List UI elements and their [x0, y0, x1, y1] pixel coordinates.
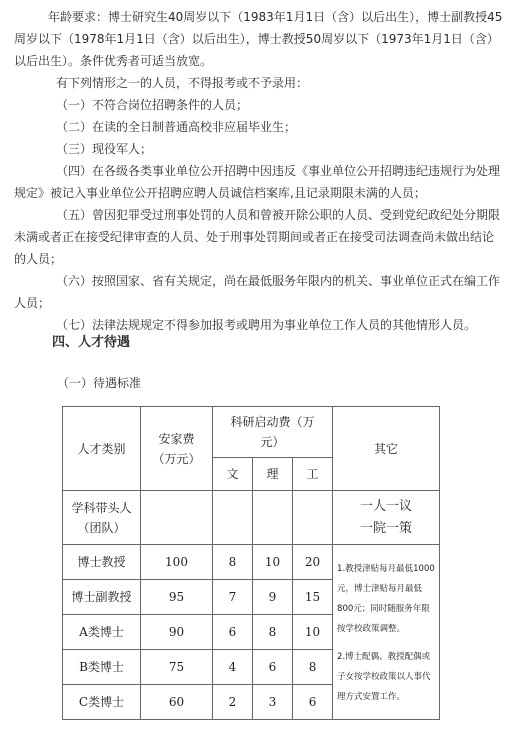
row-category: C类博士 — [63, 685, 141, 720]
row-gong: 15 — [293, 580, 333, 615]
row-category: 博士副教授 — [63, 580, 141, 615]
row-li: 9 — [253, 580, 293, 615]
exclusion-item: （四）在各级各类事业单位公开招聘中因违反《事业单位公开招聘违纪违规行为处理规定》被记入事业单位公开招聘应聘人员诚信档案库,且记录期限未满的人员； — [14, 164, 501, 200]
table-header-row — [63, 407, 440, 458]
header-settle-fee: 安家费 （万元） — [141, 407, 213, 491]
row-settle: 75 — [141, 650, 213, 685]
row-category: B类博士 — [63, 650, 141, 685]
exclusion-item: （一）不符合岗位招聘条件的人员； — [56, 98, 249, 112]
exclusion-intro: 有下列情形之一的人员，不得报考或不予录用： — [56, 76, 309, 90]
section-heading: 四、人才待遇 — [52, 335, 131, 350]
header-other: 其它 — [333, 407, 440, 491]
age-requirement-paragraph: 年龄要求：博士研究生40周岁以下（1983年1月1日（含）以后出生），博士副教授45周岁以下（1978年1月1日（含）以后出生），博士教授50周岁以下（1973年1月1日（含）以后出生）。条件优秀者可适当放宽。 — [14, 10, 503, 68]
row-gong: 6 — [293, 685, 333, 720]
row-gong: 8 — [293, 650, 333, 685]
row-wen: 7 — [213, 580, 253, 615]
exclusion-item: （二）在读的全日制普通高校非应届毕业生； — [56, 120, 297, 134]
exclusion-item: （七）法律法规规定不得参加报考或聘用为事业单位工作人员的其他情形人员。 — [56, 318, 477, 332]
row-wen: 8 — [213, 545, 253, 580]
header-research-fee: 科研启动费（万 元） — [213, 407, 333, 458]
note-2: 2.博士配偶、教授配偶或子女按学校政策以人事代理方式安置工作。 — [337, 652, 431, 702]
lead-other: 一人一议 一院一策 — [333, 491, 440, 545]
header-wen: 文 — [213, 458, 253, 491]
row-li: 8 — [253, 615, 293, 650]
header-category: 人才类别 — [63, 407, 141, 491]
table-row — [63, 491, 440, 545]
row-category: 博士教授 — [63, 545, 141, 580]
row-wen: 4 — [213, 650, 253, 685]
row-settle: 95 — [141, 580, 213, 615]
exclusion-item: （五）曾因犯罪受过刑事处罚的人员和曾被开除公职的人员、受到党纪政纪处分期限未满或者正在接受纪律审查的人员、处于刑事处罚期间或者正在接受司法调查尚未做出结论的人员； — [14, 208, 501, 266]
notes-cell — [333, 545, 440, 720]
row-wen: 2 — [213, 685, 253, 720]
row-settle: 90 — [141, 615, 213, 650]
row-category: A类博士 — [63, 615, 141, 650]
row-gong: 20 — [293, 545, 333, 580]
exclusion-item: （三）现役军人； — [56, 142, 153, 156]
row-li: 6 — [253, 650, 293, 685]
note-1: 1.教授津贴每月最低1000元，博士津贴每月最低800元；同时随服务年限按学校政策调整。 — [337, 564, 435, 634]
row-settle: 60 — [141, 685, 213, 720]
row-gong: 10 — [293, 615, 333, 650]
row-settle: 100 — [141, 545, 213, 580]
row-li: 10 — [253, 545, 293, 580]
treatment-standard-table — [62, 406, 440, 720]
exclusion-item: （六）按照国家、省有关规定，尚在最低服务年限内的机关、事业单位正式在编工作人员； — [14, 274, 501, 310]
row-wen: 6 — [213, 615, 253, 650]
lead-category: 学科带头人 （团队） — [63, 491, 141, 545]
table-row — [63, 545, 440, 580]
subsection-title: （一）待遇标准 — [57, 376, 142, 390]
row-li: 3 — [253, 685, 293, 720]
header-gong: 工 — [293, 458, 333, 491]
header-li: 理 — [253, 458, 293, 491]
